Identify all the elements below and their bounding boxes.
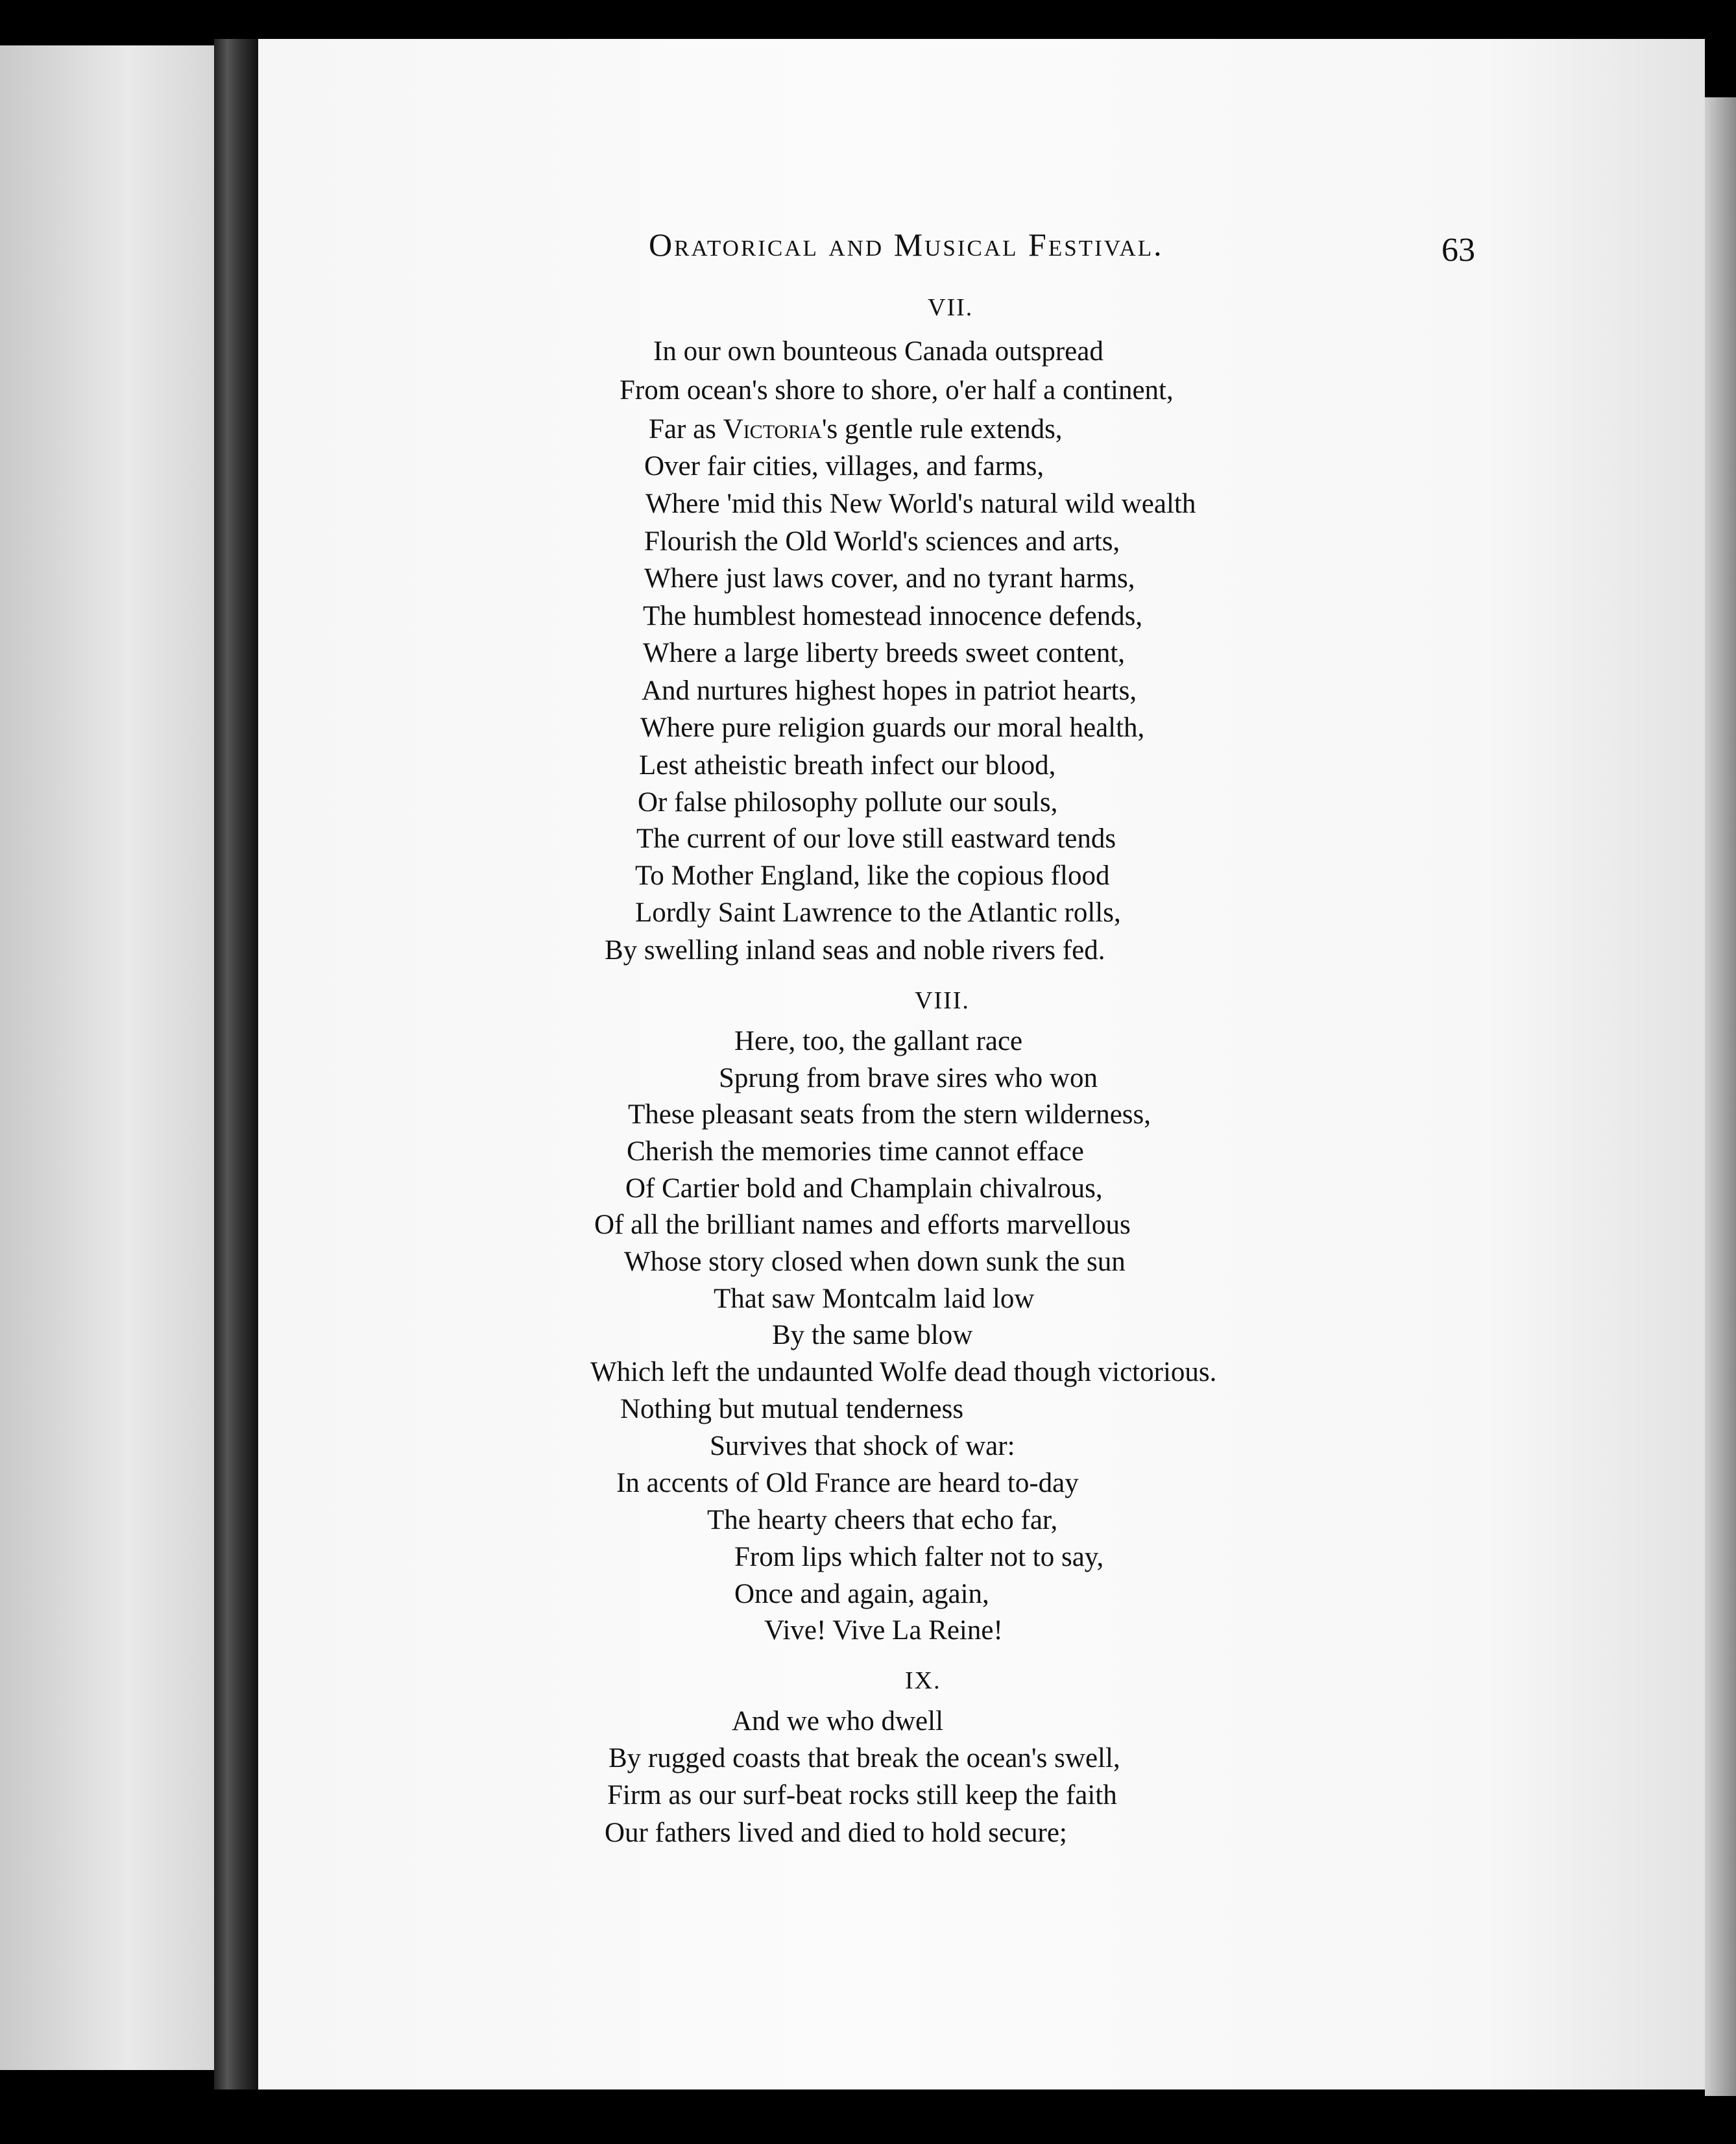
- poem-line: Far as Victoria's gentle rule extends,: [649, 414, 1063, 445]
- poem-line: Of all the brilliant names and efforts marvellous: [594, 1210, 1131, 1240]
- page-edge-shadow: [1705, 97, 1736, 2096]
- stanza-number: VII.: [928, 294, 974, 321]
- poem-line: Where a large liberty breeds sweet content,: [643, 638, 1126, 668]
- poem-line: That saw Montcalm laid low: [714, 1284, 1035, 1314]
- poem-line: From lips which falter not to say,: [734, 1542, 1104, 1572]
- poem-line: From ocean's shore to shore, o'er half a continent,: [620, 375, 1174, 406]
- poem-line: Nothing but mutual tenderness: [620, 1394, 964, 1424]
- poem-line: Flourish the Old World's sciences and arts,: [644, 526, 1120, 557]
- stanza-number: IX.: [905, 1667, 941, 1694]
- poem-line: And we who dwell: [732, 1706, 944, 1736]
- poem-line: Of Cartier bold and Champlain chivalrous,: [625, 1173, 1103, 1204]
- poem-line: Where pure religion guards our moral health,: [640, 713, 1145, 743]
- facing-page-edge: [0, 45, 214, 2070]
- poem-line: Here, too, the gallant race: [734, 1026, 1023, 1056]
- poem-line: Survives that shock of war:: [710, 1431, 1015, 1461]
- poem-line: Over fair cities, villages, and farms,: [644, 451, 1044, 481]
- poem-line: Lordly Saint Lawrence to the Atlantic rolls,: [635, 897, 1121, 928]
- poem-line: By swelling inland seas and noble rivers fed.: [605, 935, 1105, 966]
- stanza-number: VIII.: [915, 987, 970, 1014]
- poem-line: Which left the undaunted Wolfe dead though victorious.: [590, 1357, 1217, 1387]
- poem-line: Our fathers lived and died to hold secure;: [605, 1818, 1067, 1848]
- poem-line: Where 'mid this New World's natural wild wealth: [645, 489, 1196, 519]
- poem-line: Cherish the memories time cannot efface: [627, 1136, 1084, 1167]
- poem-line: Once and again, again,: [734, 1579, 989, 1609]
- poem-line: Where just laws cover, and no tyrant harms,: [644, 563, 1135, 594]
- poem-line: Or false philosophy pollute our souls,: [638, 787, 1058, 818]
- poem-line: Lest atheistic breath infect our blood,: [639, 750, 1056, 781]
- poem-line: The hearty cheers that echo far,: [707, 1505, 1058, 1535]
- poem-line: By the same blow: [772, 1320, 973, 1350]
- poem-line: Sprung from brave sires who won: [719, 1063, 1098, 1093]
- poem-line: To Mother England, like the copious flood: [635, 860, 1110, 891]
- poem-line: These pleasant seats from the stern wilderness,: [628, 1099, 1151, 1130]
- poem-line: By rugged coasts that break the ocean's swell,: [609, 1743, 1120, 1773]
- poem-line: In our own bounteous Canada outspread: [653, 336, 1103, 367]
- poem-line: Firm as our surf-beat rocks still keep the faith: [607, 1780, 1117, 1810]
- page-number: 63: [1441, 232, 1475, 269]
- poem-line: In accents of Old France are heard to-day: [616, 1468, 1079, 1498]
- poem-line: Whose story closed when down sunk the sun: [624, 1247, 1126, 1277]
- poem-line: And nurtures highest hopes in patriot hearts,: [642, 676, 1137, 706]
- poem-line: The humblest homestead innocence defends,: [643, 601, 1143, 631]
- poem-line: The current of our love still eastward tends: [636, 823, 1116, 854]
- poem-line: Vive! Vive La Reine!: [764, 1615, 1003, 1646]
- victoria-name: Victoria: [723, 414, 822, 445]
- running-header: Oratorical and Musical Festival.: [649, 226, 1164, 263]
- book-binding: [214, 39, 258, 2089]
